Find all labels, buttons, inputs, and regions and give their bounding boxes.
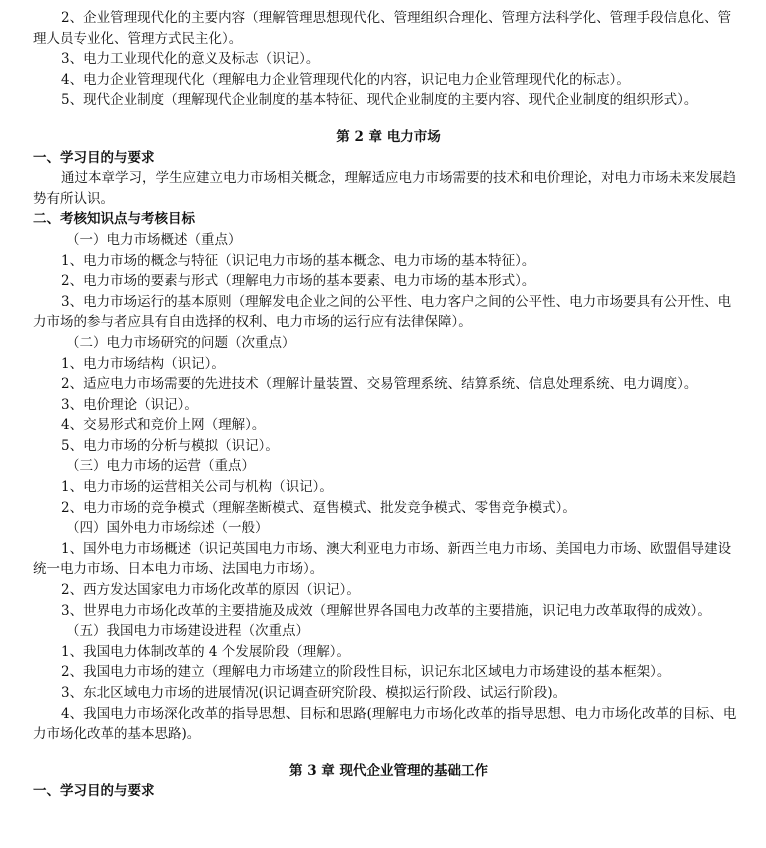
s2-item: 3、电价理论（识记）。: [61, 396, 198, 413]
s1-item: 3、电力市场运行的基本原则（理解发电企业之间的公平性、电力客户之间的公平性、电力市场要具有公开性、电力市场的参与者应具有自由选择的权利、电力市场的运行应有法律保障）。: [33, 293, 732, 331]
s2-item: 5、电力市场的分析与模拟（识记）。: [61, 437, 279, 454]
s2-item: 4、交易形式和竞价上网（理解）。: [61, 417, 266, 434]
s3-item: 1、电力市场的运营相关公司与机构（识记）。: [61, 479, 333, 496]
s5-item: 3、东北区域电力市场的进展情况(识记调查研究阶段、模拟运行阶段、试运行阶段)。: [61, 685, 567, 701]
s1-item: 2、电力市场的要素与形式（理解电力市场的基本要素、电力市场的基本形式）。: [61, 273, 536, 290]
subsection-2-heading: （二）电力市场研究的问题（次重点）: [66, 334, 296, 351]
s4-item: 1、国外电力市场概述（识记英国电力市场、澳大利亚电力市场、新西兰电力市场、美国电力市场、欧盟倡导建设统一电力市场、日本电力市场、法国电力市场）。: [33, 540, 732, 578]
section-points-heading: 二、考核知识点与考核目标: [33, 211, 195, 228]
s5-item: 2、我国电力市场的建立（理解电力市场建立的阶段性目标，识记东北区域电力市场建设的基本框架）。: [61, 664, 671, 681]
chapter-3-title: 第 3 章 现代企业管理的基础工作: [289, 762, 488, 779]
s3-item: 2、电力市场的竞争模式（理解垄断模式、趸售模式、批发竞争模式、零售竞争模式）。: [61, 499, 576, 516]
prev-item-4: 4、电力企业管理现代化（理解电力企业管理现代化的内容，识记电力企业管理现代化的标志）。: [61, 71, 630, 88]
spacer: [33, 745, 744, 761]
s4-item: 2、西方发达国家电力市场化改革的原因（识记）。: [61, 582, 360, 599]
spacer: [33, 111, 744, 127]
s2-item: 2、适应电力市场需要的先进技术（理解计量装置、交易管理系统、结算系统、信息处理系统、电力调度）。: [61, 376, 698, 393]
s5-item: 4、我国电力市场深化改革的指导思想、目标和思路(理解电力市场化改革的指导思想、电力市场化改革的目标、电力市场化改革的基本思路)。: [33, 705, 737, 743]
s1-item: 1、电力市场的概念与特征（识记电力市场的基本概念、电力市场的基本特征）。: [61, 252, 536, 269]
subsection-5-heading: （五）我国电力市场建设进程（次重点）: [66, 623, 309, 640]
chapter-3-goal-heading: 一、学习目的与要求: [33, 783, 155, 800]
goal-paragraph: 通过本章学习，学生应建立电力市场相关概念，理解适应电力市场需要的技术和电价理论，对电力市场未来发展趋势有所认识。: [33, 170, 736, 207]
prev-item-5: 5、现代企业制度（理解现代企业制度的基本特征、现代企业制度的主要内容、现代企业制度的组织形式）。: [61, 92, 698, 109]
prev-item-3: 3、电力工业现代化的意义及标志（识记）。: [61, 51, 320, 68]
s4-item: 3、世界电力市场化改革的主要措施及成效（理解世界各国电力改革的主要措施，识记电力改革取得的成效）。: [61, 602, 711, 619]
subsection-4-heading: （四）国外电力市场综述（一般）: [66, 520, 269, 537]
chapter-2-title: 第 2 章 电力市场: [336, 128, 441, 145]
s2-item: 1、电力市场结构（识记）。: [61, 355, 225, 372]
prev-item-2: 2、企业管理现代化的主要内容（理解管理思想现代化、管理组织合理化、管理方法科学化、管理手段信息化、管理人员专业化、管理方式民主化）。: [33, 10, 732, 47]
subsection-1-heading: （一）电力市场概述（重点）: [66, 231, 242, 248]
subsection-3-heading: （三）电力市场的运营（重点）: [66, 458, 255, 475]
s5-item: 1、我国电力体制改革的 4 个发展阶段（理解）。: [61, 643, 351, 660]
section-goal-heading: 一、学习目的与要求: [33, 149, 155, 166]
